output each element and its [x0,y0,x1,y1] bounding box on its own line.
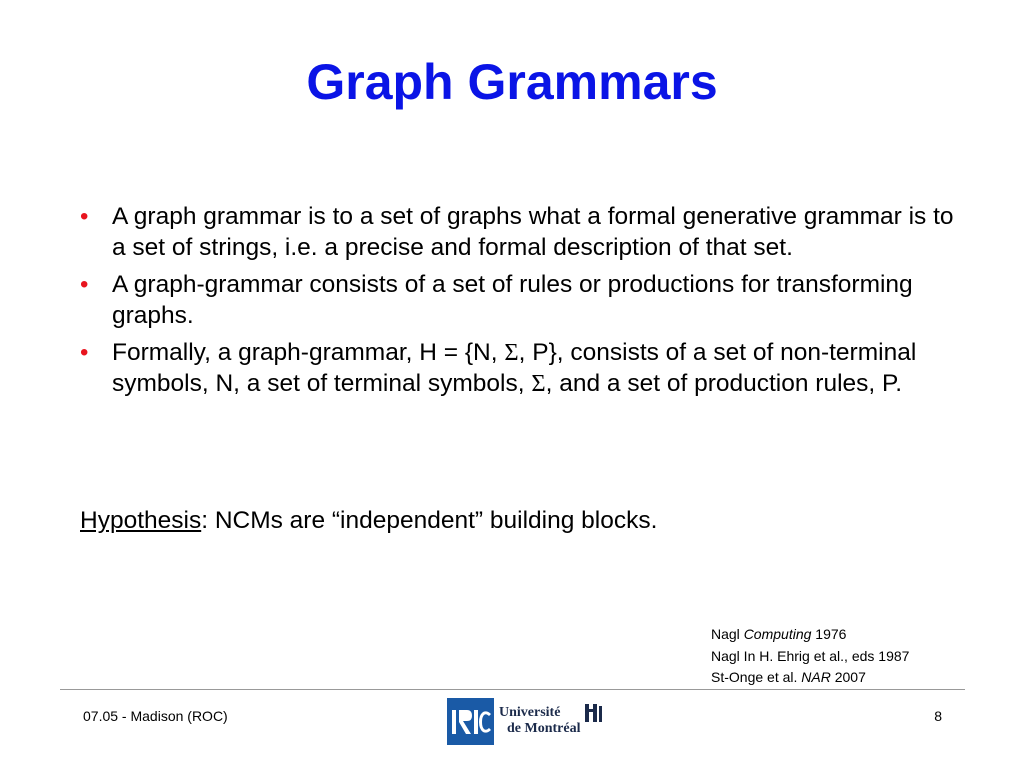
bullet-list [80,201,960,405]
university-logo [447,697,603,745]
university-name-line2: de Montréal [507,721,581,736]
reference-item [711,624,909,646]
hypothesis-text: : NCMs are “independent” building blocks. [201,507,658,534]
footer-divider [60,689,965,690]
bullet-text-part: , P}, consists of a set of non-terminal symbols, N, a set of terminal symbols, [112,339,917,397]
bullet-text: A graph grammar is to a set of graphs what a formal generative grammar is to a set of strings, i.e. a precise and formal description of that set. [112,203,954,261]
page-number: 8 [934,708,942,724]
bullet-text: A graph-grammar consists of a set of rules or productions for transforming graphs. [112,271,913,329]
bullet-dot-icon: • [80,271,89,298]
bullet-item [80,337,960,399]
sigma-symbol: Σ [504,339,519,366]
slide-title: Graph Grammars [306,54,718,110]
bullet-dot-icon: • [80,339,89,366]
reference-title: NAR [801,669,831,685]
bullet-item [80,269,960,331]
footer-left-text: 07.05 - Madison (ROC) [83,708,228,724]
reference-item [711,667,909,689]
bullet-dot-icon: • [80,203,89,230]
bullet-text-part: Formally, a graph-grammar, H = {N, [112,339,505,366]
hypothesis-label: Hypothesis [80,507,202,534]
sigma-symbol: Σ [531,370,546,397]
reference-item: Nagl In H. Ehrig et al., eds 1987 [711,647,910,664]
reference-author: Nagl [711,626,744,642]
reference-author: St-Onge et al. [711,669,802,685]
bullet-text-part: , and a set of production rules, P. [545,370,903,397]
udem-mark-icon [583,702,603,729]
hypothesis-line [80,505,657,536]
reference-title: Computing [743,626,812,642]
university-name-line1: Université [499,705,561,720]
university-name [499,705,580,737]
reference-year: 2007 [830,669,866,685]
reference-year: 1976 [811,626,847,642]
bullet-item [80,201,960,263]
references [711,624,909,689]
iric-logo-icon [447,698,494,745]
